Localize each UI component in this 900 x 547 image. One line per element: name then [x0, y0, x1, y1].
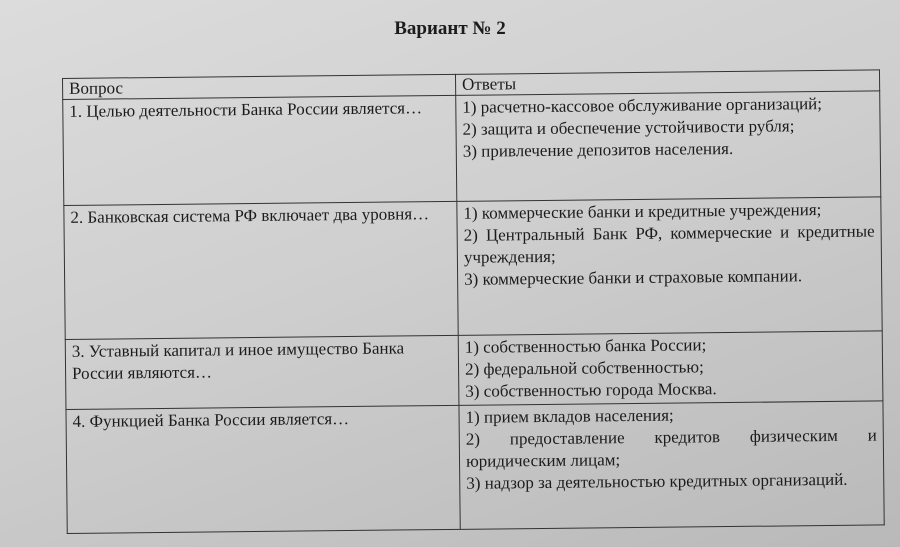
header-answers: Ответы [455, 70, 879, 95]
table-row [66, 401, 884, 534]
answer-option: 3) коммерческие банки и страховые компании. [464, 266, 803, 289]
answer-option: 1) собственностью банка России; [464, 335, 707, 357]
page-title: Вариант № 2 [394, 18, 506, 39]
table-row [63, 91, 881, 206]
table-row [65, 331, 883, 410]
question-cell: 1. Целью деятельности Банка России является… [63, 95, 457, 205]
question-cell: 3. Уставный капитал и иное имущество Банка России являются… [65, 335, 459, 409]
answer-option: 1) прием вкладов населения; [465, 405, 674, 427]
question-cell: 4. Функцией Банка России является… [66, 405, 460, 533]
answer-option: 1) коммерческие банки и кредитные учреждения; [463, 200, 822, 223]
answers-cell [457, 197, 882, 335]
header-question: Вопрос [63, 74, 456, 99]
answers-cell [459, 401, 884, 529]
answer-option: 2) защита и обеспечение устойчивости рубля; [462, 116, 795, 139]
answer-option: 3) привлечение депозитов населения. [462, 138, 734, 161]
table-row [64, 197, 882, 340]
answer-option: 1) расчетно-кассовое обслуживание организаций; [462, 94, 823, 117]
answer-option: 2) предоставление кредитов физическим и юридическим лицам; [465, 425, 877, 471]
answer-option: 2) Центральный Банк РФ, коммерческие и кредитные учреждения; [463, 221, 875, 267]
answers-cell [458, 331, 883, 405]
answer-option: 3) собственностью города Москва. [465, 379, 717, 401]
answers-cell [456, 91, 881, 201]
questions-table [62, 69, 885, 534]
answer-option: 3) надзор за деятельностью кредитных организаций. [466, 469, 848, 493]
question-cell: 2. Банковская система РФ включает два уровня… [64, 201, 458, 339]
answer-option: 2) федеральной собственностью; [464, 357, 704, 379]
